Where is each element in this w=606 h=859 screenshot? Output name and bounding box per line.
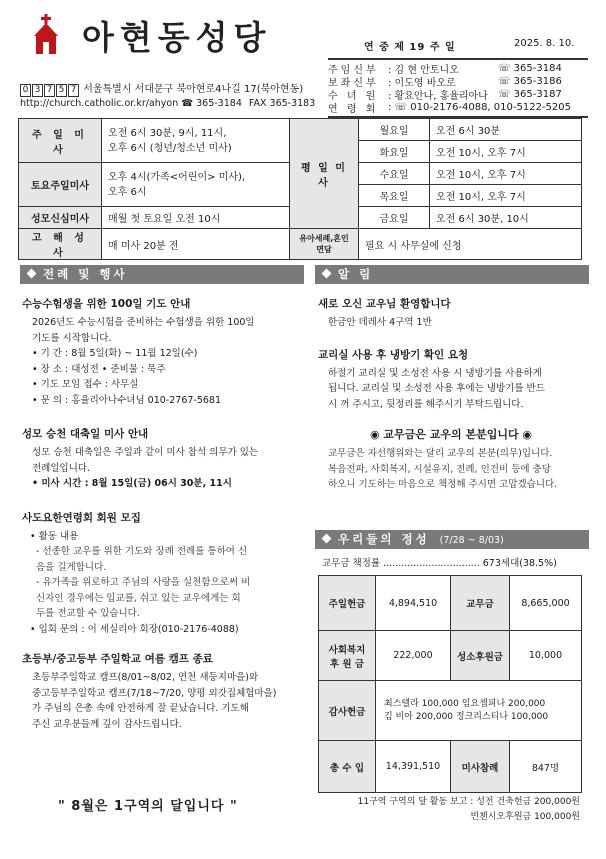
welcome-title: 새로 오신 교우님 환영합니다 [318,298,451,310]
offering-value: 4,894,510 [376,576,451,631]
sunday-times: 오전 6시 30분, 9시, 11시, 오후 6시 (청년/청소년 미사) [102,119,290,163]
summer-camp-title: 초등부/중고등부 주일학교 여름 캠프 종료 [22,653,213,665]
weekday-day: 화요일 [359,141,430,163]
holy-time: 매월 첫 토요일 오전 10시 [102,207,290,229]
weekday-time: 오전 10시, 오후 7시 [430,163,582,185]
dues-assessment-rate: 교무금 책정률 ................................ 673세대(38.5%) [322,558,557,569]
staff-row: 보좌신부 : 이도영 바오로 ☏ 365-3186 [328,76,562,89]
sat-prayer-title: 수능수험생을 위한 100일 기도 안내 [22,298,191,310]
confession-label: 고 해 성 사 [19,229,102,260]
welcome-body: 한금안 데레사 4구역 1반 [328,317,432,328]
staff-row: 주임신부 : 김 현 안토니오 ☏ 365-3184 [328,63,562,76]
funeral-society-title: 사도요한연령회 회원 모집 [22,511,141,524]
staff-row: 연 령 회 : ☏ 010-2176-4088, 010-5122-5205 [328,102,571,115]
phone-icon: ☎ [181,98,197,109]
church-logo-icon [32,14,60,54]
church-name: 아현동성당 [82,18,272,57]
aircon-title: 교리실 사용 후 냉방기 확인 요청 [318,348,469,361]
website-link[interactable]: http://church.catholic.or.kr/ahyon [20,98,179,109]
notice-heading: 알 림 [315,265,589,284]
holy-label: 성모신심미사 [19,207,102,229]
offering-label: 감사헌금 [319,681,376,741]
saturday-label: 토요주일미사 [19,163,102,207]
district-month-quote: " 8월은 1구역의 달입니다 " [58,799,238,814]
weekday-time: 오전 10시, 오후 7시 [430,141,582,163]
summer-camp-body: 초등부주일학교 캠프(8/01~8/02, 연천 새둥지마을)와 중고등부주일학교 캠프(7/18~7/20, 양평 외갓집체험마을) 가 주님의 은총 속에 안전하게 잘 끝났습니다. 기도해 주신 교우분들께 깊이 감사드립니다. [32,672,277,730]
offering-label: 교무금 [451,576,510,631]
weekday-day: 금요일 [359,207,430,229]
offering-label: 미사참례 [451,741,510,793]
weekday-label: 평 일 미 사 [290,119,359,229]
notice-section [318,296,584,493]
offering-value: 222,000 [376,631,451,681]
weekday-day: 월요일 [359,119,430,141]
assumption-title: 성모 승천 대축일 미사 안내 [22,428,149,440]
postal-code: 0 3 7 5 7 [20,84,80,95]
offering-value: 847명 [510,741,582,793]
funeral-society-body: • 활동 내용 - 선종한 교우를 위한 기도와 장례 전례를 통하여 신 음을 길게합니다. - 유가족을 위로하고 주님의 사랑을 실천함으로써 비 신자인 경우에는 입교를, 쉬고 있는 교우에게는 회 두를 전교할 수 있습니다. • 입회 문의 : 이 세실리아 회장(010-2176-4088) [30,530,251,635]
liturgy-heading: 전례 및 행사 [20,265,304,284]
weekday-time: 오전 6시 30분, 10시 [430,207,582,229]
staff-row: 수 녀 원 : 황요안나, 홍율리아나 ☏ 365-3187 [328,89,562,102]
issue-date: 2025. 8. 10. [514,38,575,49]
sat-prayer-body: 2026년도 수능시험을 준비하는 수험생을 위한 100일 기도를 시작합니다. • 기 간 : 8월 5일(화) ~ 11월 12일(수) • 장 소 : 대성전 • 준비물 : 묵주 • 기도 모임 접수 : 사무실 • 문 의 : 홍율리아나수녀님 010-2767-5681 [32,317,255,406]
offering-table [318,575,582,793]
offering-value: 8,665,000 [510,576,582,631]
address: 서울특별시 서대문구 북아현로4나길 17(북아현동) [83,84,304,95]
thanks-offering-list: 최스텔라 100,000 임요셉피나 200,000 김 비아 200,000 정크리스티나 100,000 [376,681,582,741]
dues-title: ◉ 교무금은 교우의 본분입니다 ◉ [369,428,533,441]
address-line [20,80,303,97]
staff-list [328,58,588,118]
liturgy-section [22,296,298,732]
offering-label: 주일헌금 [319,576,376,631]
offering-value: 10,000 [510,631,582,681]
saturday-times: 오후 4시(가족<어린이> 미사), 오후 6시 [102,163,290,207]
offering-label: 총 수 입 [319,741,376,793]
mass-schedule-table [18,118,582,260]
baptism-info: 필요 시 사무실에 신청 [359,229,582,260]
weekday-time: 오전 10시, 오후 7시 [430,185,582,207]
offering-value: 14,391,510 [376,741,451,793]
weekday-day: 수요일 [359,163,430,185]
weekday-time: 오전 6시 30분 [430,119,582,141]
aircon-body: 하절기 교리실 및 소성전 사용 시 냉방기를 사용하게 됩니다. 교리실 및 소성전 사용 후에는 냉방기를 반드 시 꺼 주시고, 뒷정리를 해주시기 부탁드립니다. [328,367,545,410]
dues-body: 교무금은 자선행위와는 달리 교우의 본분(의무)입니다. 복음전파, 사회복지, 시설유지, 전례, 인건비 등에 충당 하오니 기도하는 마음으로 책정해 주시면 고맙겠습니다. [328,448,558,490]
district-report: 11구역 구역의 달 활동 보고 : 성전 건축헌금 200,000원 빈첸시오후원금 100,000원 [357,797,580,822]
offering-label: 성소후원금 [451,631,510,681]
fax: FAX 365-3183 [248,98,316,109]
offering-label: 사회복지 후 원 금 [319,631,376,681]
contact-line [20,98,315,109]
weekday-day: 목요일 [359,185,430,207]
tel: 365-3184 [196,98,242,109]
issue-label: 연 중 제 19 주 일 [364,42,456,53]
baptism-label: 유아세례,혼인면담 [290,229,359,260]
confession-time: 매 미사 20분 전 [102,229,290,260]
assumption-body: 성모 승천 대축일은 주일과 같이 미사 참석 의무가 있는 전례일입니다. • 미사 시간 : 8월 15일(금) 06시 30분, 11시 [32,447,259,489]
offering-heading: 우리들의 정성 (7/28 ~ 8/03) [315,530,589,549]
sunday-label: 주 일 미 사 [19,119,102,163]
